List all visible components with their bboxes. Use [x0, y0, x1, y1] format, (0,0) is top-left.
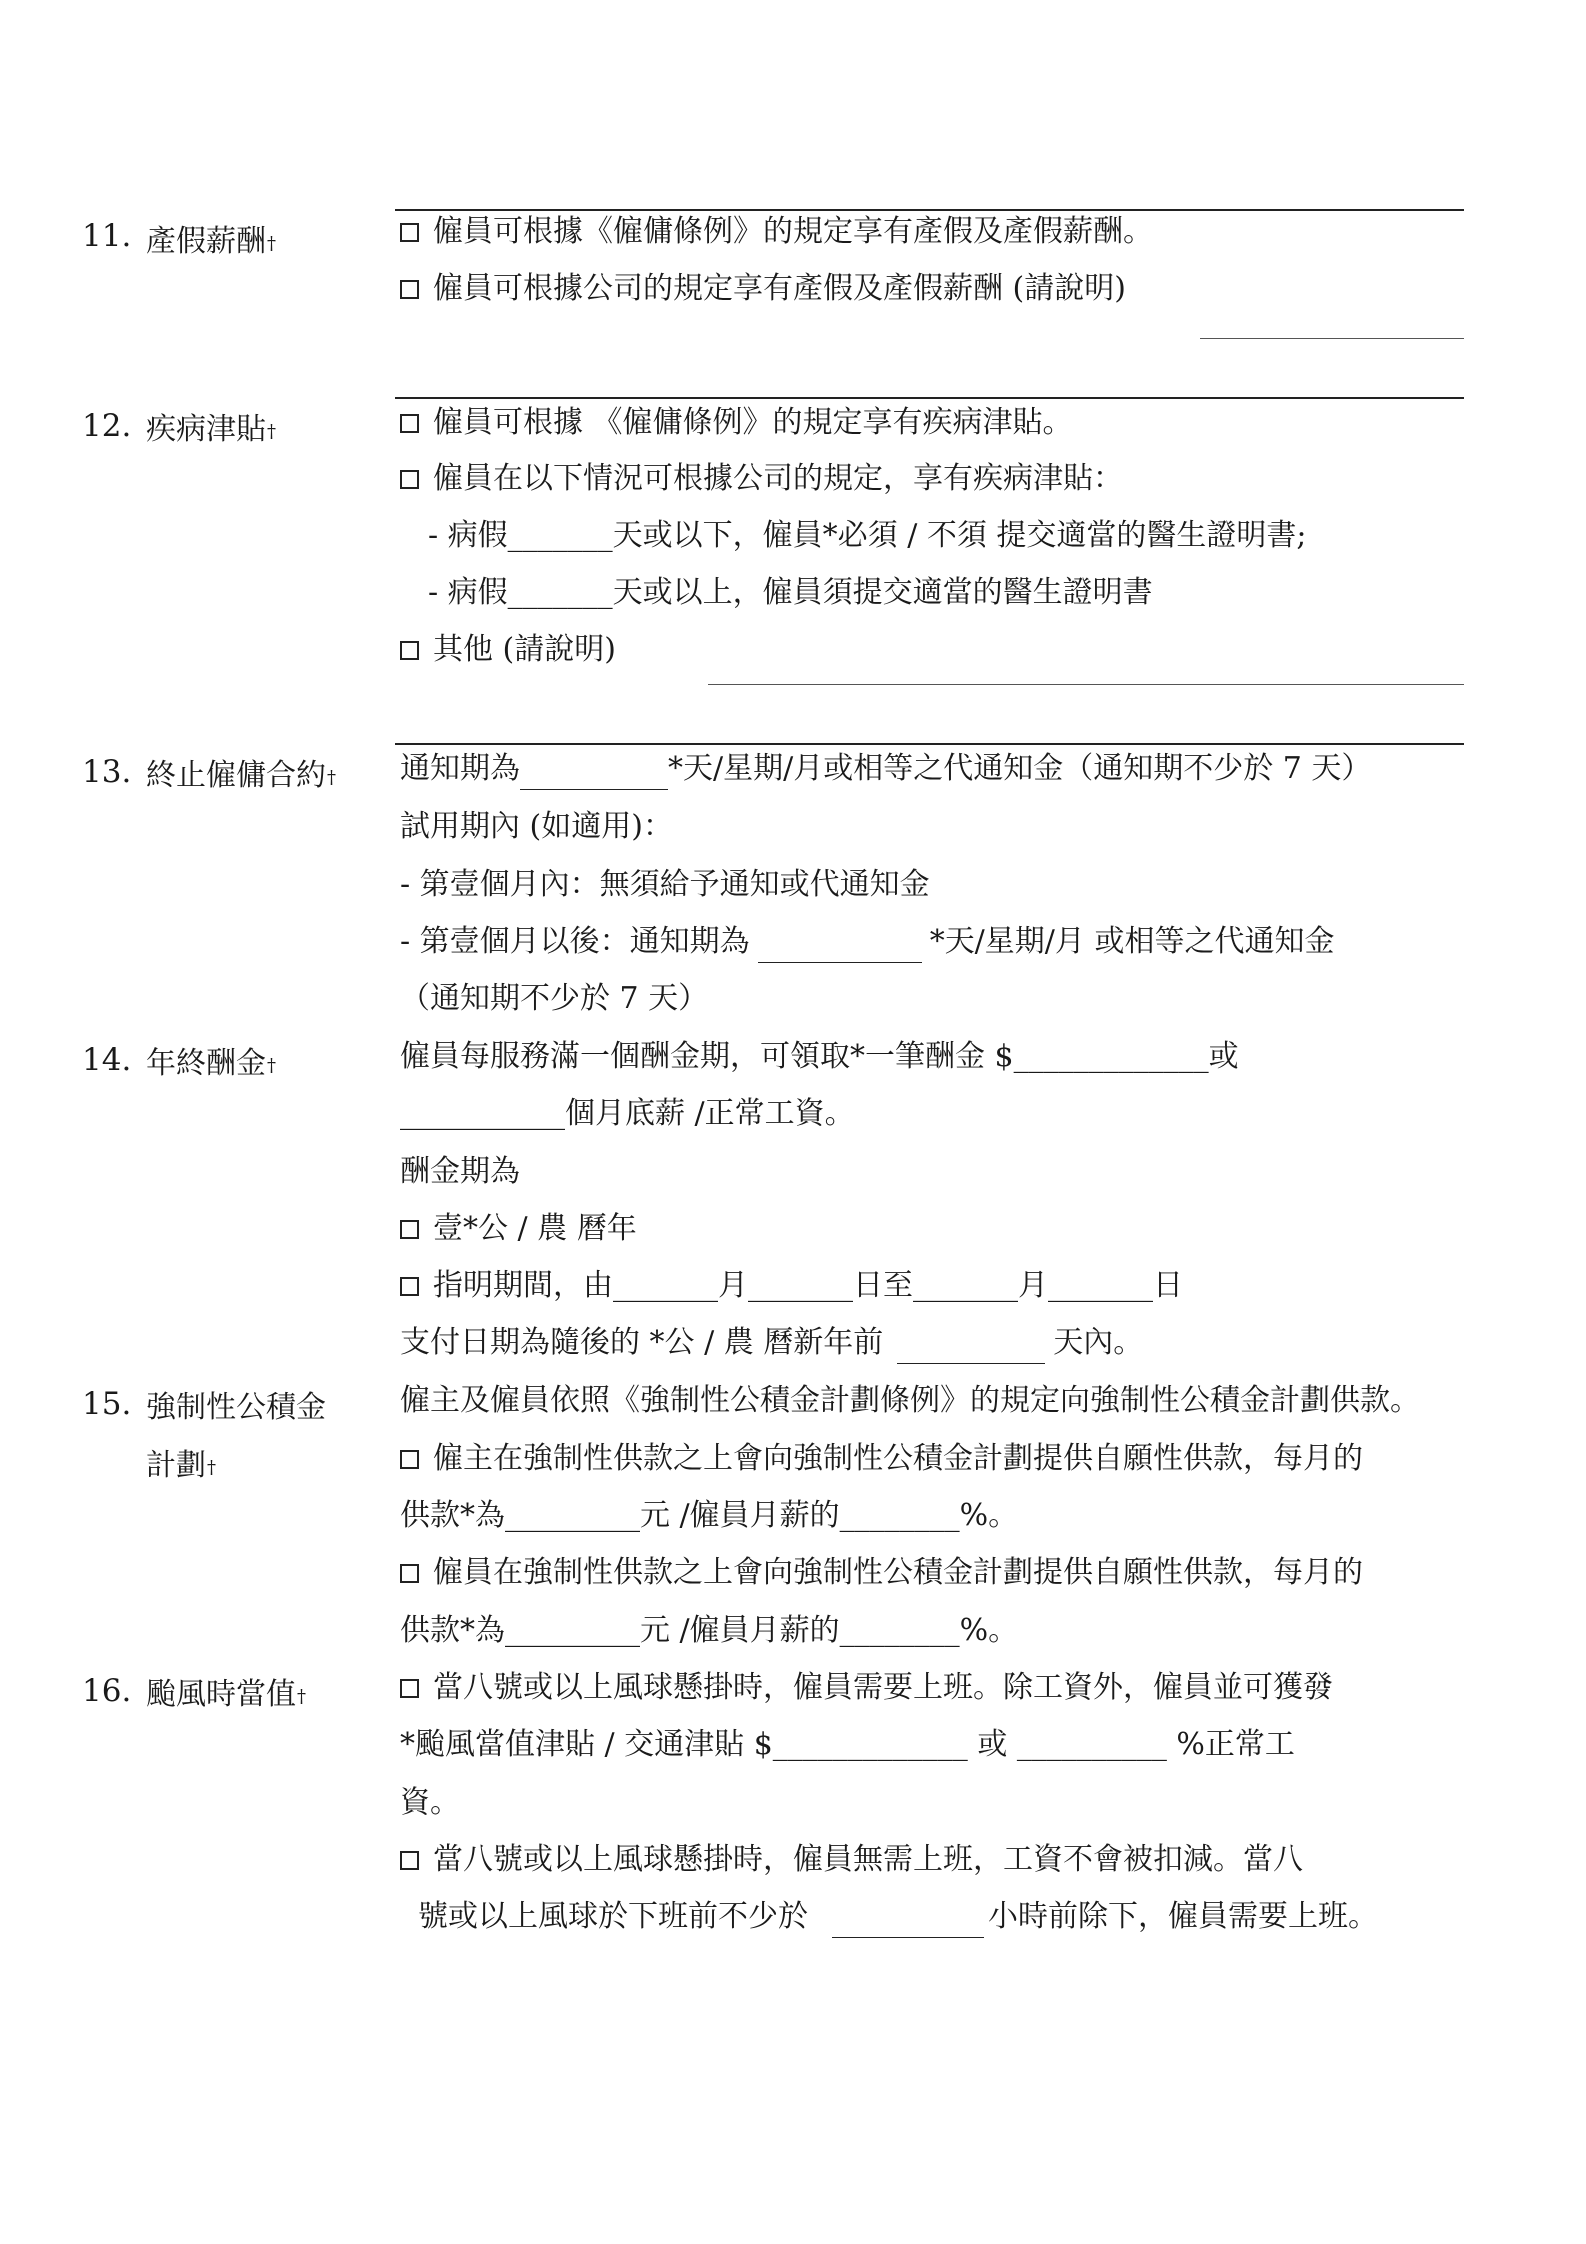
section-number: 16. [82, 1673, 132, 1709]
checkbox[interactable] [400, 641, 419, 660]
payment-date-line: 支付日期為隨後的 *公 / 農 曆新年前 天內。 [400, 1324, 1486, 1364]
probation-first-month: - 第壹個月內：無須給予通知或代通知金 [400, 867, 930, 902]
employee-voluntary-amount: 供款*為_________元 /僱員月薪的________%。 [400, 1613, 1019, 1648]
payment-days-field[interactable] [897, 1331, 1045, 1364]
checkbox[interactable] [400, 1564, 419, 1583]
gratuity-months: ___________個月底薪 /正常工資。 [400, 1096, 855, 1131]
employer-voluntary-amount: 供款*為_________元 /僱員月薪的________%。 [400, 1498, 1019, 1533]
sick-leave-below: - 病假_______天或以下，僱員*必須 / 不須 提交適當的醫生證明書; [428, 518, 1307, 553]
option-statutory-maternity[interactable]: 僱員可根據《僱傭條例》的規定享有產假及產假薪酬。 [400, 213, 1486, 251]
section-number: 14. [82, 1042, 132, 1078]
typhoon-return-line: 號或以上風球於下班前不少於 小時前除下，僱員需要上班。 [418, 1898, 1486, 1938]
checkbox[interactable] [400, 1450, 419, 1469]
notice-period-field[interactable] [520, 757, 668, 790]
probation-notice-field[interactable] [758, 930, 922, 963]
sick-leave-above: - 病假_______天或以上，僱員須提交適當的醫生證明書 [428, 575, 1153, 610]
section-11-rule [395, 209, 1464, 211]
option-company-maternity[interactable]: 僱員可根據公司的規定享有產假及產假薪酬 (請說明) [400, 270, 1486, 308]
section-title: 疾病津貼† [146, 412, 276, 447]
checkbox[interactable] [400, 1277, 419, 1296]
checkbox[interactable] [400, 223, 419, 242]
option-calendar-year[interactable]: 壹*公 / 農 曆年 [400, 1210, 1486, 1248]
option-other[interactable]: 其他 (請說明) [400, 631, 1486, 669]
probation-after-first-month: - 第壹個月以後：通知期為 *天/星期/月 或相等之代通知金 [400, 923, 1486, 963]
section-title: 終止僱傭合約† [146, 758, 336, 793]
section-number: 15. [82, 1386, 132, 1422]
checkbox[interactable] [400, 470, 419, 489]
typhoon-hours-field[interactable] [832, 1905, 984, 1938]
section-number: 11. [82, 218, 132, 254]
typhoon-allowance: *颱風當值津貼 / 交通津貼 $_____________ 或 __________ %正常工 [400, 1727, 1295, 1762]
option-typhoon-work[interactable]: 當八號或以上風球懸掛時，僱員需要上班。除工資外，僱員並可獲發 [400, 1669, 1486, 1707]
section-title: 年終酬金† [146, 1046, 276, 1081]
gratuity-period-label: 酬金期為 [400, 1154, 520, 1189]
mpf-statement: 僱主及僱員依照《強制性公積金計劃條例》的規定向強制性公積金計劃供款。 [400, 1383, 1420, 1418]
section-title: 產假薪酬† [146, 224, 276, 259]
fill-in-line[interactable] [708, 684, 1464, 685]
option-statutory-sickness[interactable]: 僱員可根據 《僱傭條例》的規定享有疾病津貼。 [400, 404, 1486, 442]
typhoon-allowance-cont: 資。 [400, 1785, 460, 1820]
fill-in-line[interactable] [1200, 338, 1464, 339]
option-employee-voluntary[interactable]: 僱員在強制性供款之上會向強制性公積金計劃提供自願性供款，每月的 [400, 1554, 1486, 1592]
gratuity-amount: 僱員每服務滿一個酬金期，可領取*一筆酬金 $_____________或 [400, 1039, 1239, 1074]
notice-period-line: 通知期為 *天/星期/月或相等之代通知金（通知期不少於 7 天） [400, 750, 1486, 790]
probation-heading: 試用期內 (如適用)： [400, 809, 673, 844]
checkbox[interactable] [400, 414, 419, 433]
section-number: 13. [82, 754, 132, 790]
section-13-rule [395, 743, 1464, 745]
probation-note: （通知期不少於 7 天） [400, 981, 709, 1016]
section-12-rule [395, 397, 1464, 399]
option-employer-voluntary[interactable]: 僱主在強制性供款之上會向強制性公積金計劃提供自願性供款，每月的 [400, 1440, 1486, 1478]
checkbox[interactable] [400, 1679, 419, 1698]
checkbox[interactable] [400, 1851, 419, 1870]
section-title: 颱風時當值† [146, 1677, 306, 1712]
section-title: 強制性公積金 [146, 1390, 326, 1425]
option-company-sickness[interactable]: 僱員在以下情況可根據公司的規定，享有疾病津貼： [400, 460, 1486, 498]
option-specified-period[interactable]: 指明期間，由_______月_______日至_______月_______日 [400, 1267, 1486, 1305]
option-typhoon-no-work[interactable]: 當八號或以上風球懸掛時，僱員無需上班，工資不會被扣減。當八 [400, 1841, 1486, 1879]
checkbox[interactable] [400, 280, 419, 299]
checkbox[interactable] [400, 1220, 419, 1239]
section-title-cont: 計劃† [146, 1448, 216, 1483]
section-number: 12. [82, 408, 132, 444]
